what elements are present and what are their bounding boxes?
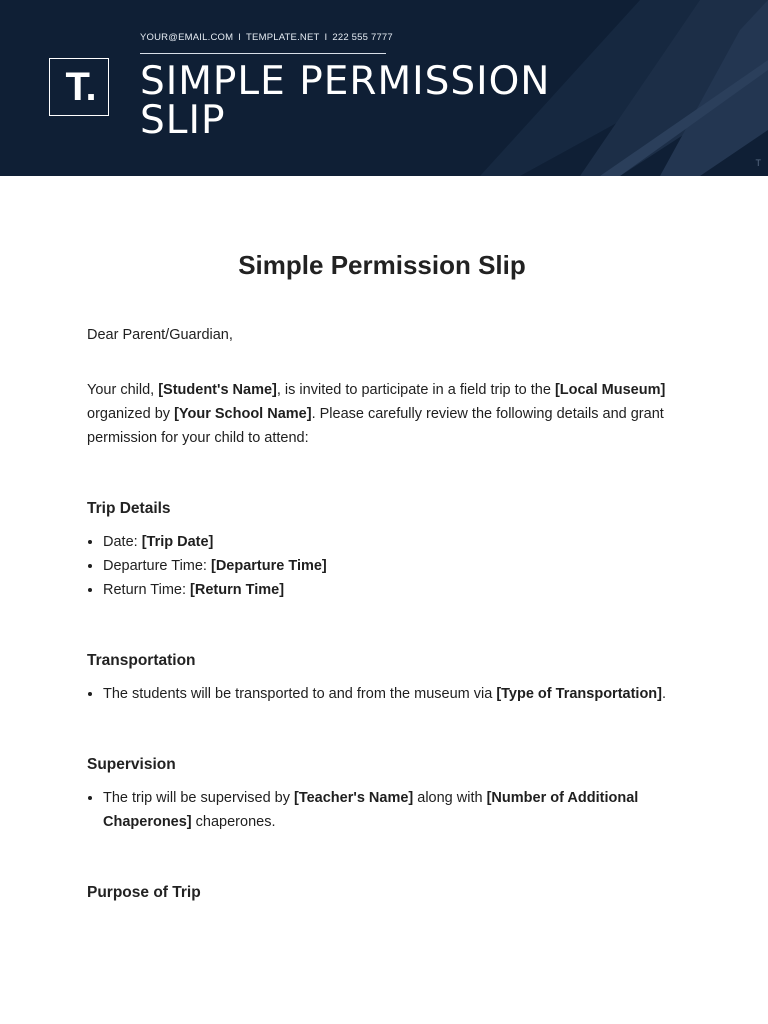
supervision-text: along with	[413, 790, 487, 806]
header-title-line1: SIMPLE PERMISSION	[140, 59, 551, 104]
transportation-type-placeholder: [Type of Transportation]	[496, 686, 662, 702]
intro-text: organized by	[87, 406, 175, 422]
student-name-placeholder: [Student's Name]	[158, 382, 277, 398]
header-banner	[0, 0, 768, 176]
contact-website: TEMPLATE.NET	[246, 32, 320, 43]
school-name-placeholder: [Your School Name]	[174, 406, 312, 422]
museum-placeholder: [Local Museum]	[554, 382, 666, 398]
intro-text: Your child,	[87, 382, 159, 398]
list-item	[103, 682, 677, 706]
contact-phone: 222 555 7777	[332, 32, 393, 43]
teacher-name-placeholder: [Teacher's Name]	[294, 790, 414, 806]
supervision-heading: Supervision	[87, 756, 176, 773]
return-time-placeholder: [Return Time]	[190, 582, 285, 598]
list-item	[103, 786, 677, 834]
return-label: Return Time:	[103, 582, 191, 598]
header-title	[140, 59, 700, 143]
intro-paragraph	[87, 378, 677, 450]
transportation-heading: Transportation	[87, 652, 196, 669]
chaperones-count-placeholder: [Number of Additional Chaperones]	[103, 790, 639, 830]
purpose-heading: Purpose of Trip	[87, 884, 201, 901]
supervision-list	[87, 786, 677, 834]
list-item	[103, 554, 677, 578]
trip-date-placeholder: [Trip Date]	[141, 534, 214, 550]
list-item	[103, 530, 677, 554]
header-title-line2: SLIP	[140, 98, 226, 143]
contact-divider	[140, 53, 386, 54]
salutation: Dear Parent/Guardian,	[87, 327, 233, 343]
contact-separator: I	[324, 32, 328, 43]
contact-email: YOUR@EMAIL.COM	[140, 32, 234, 43]
logo-letter: T.	[65, 65, 97, 109]
template-logo	[49, 58, 109, 116]
contact-separator: I	[238, 32, 242, 43]
contact-info	[140, 32, 393, 43]
supervision-text: chaperones.	[191, 814, 276, 830]
intro-text: . Please carefully review the following details and grant permission for your child to attend:	[87, 406, 664, 446]
transportation-text: .	[662, 686, 667, 702]
trip-details-list	[87, 530, 677, 602]
corner-mark: T	[755, 158, 761, 168]
intro-text: , is invited to participate in a field trip to the	[276, 382, 555, 398]
document-title: Simple Permission Slip	[238, 250, 526, 280]
transportation-text: The students will be transported to and from the museum via	[103, 686, 497, 702]
transportation-list	[87, 682, 677, 706]
supervision-text: The trip will be supervised by	[103, 790, 294, 806]
departure-time-placeholder: [Departure Time]	[211, 558, 327, 574]
trip-details-heading: Trip Details	[87, 500, 171, 517]
list-item	[103, 578, 677, 602]
date-label: Date:	[103, 534, 142, 550]
departure-label: Departure Time:	[103, 558, 211, 574]
document-body	[87, 240, 677, 903]
